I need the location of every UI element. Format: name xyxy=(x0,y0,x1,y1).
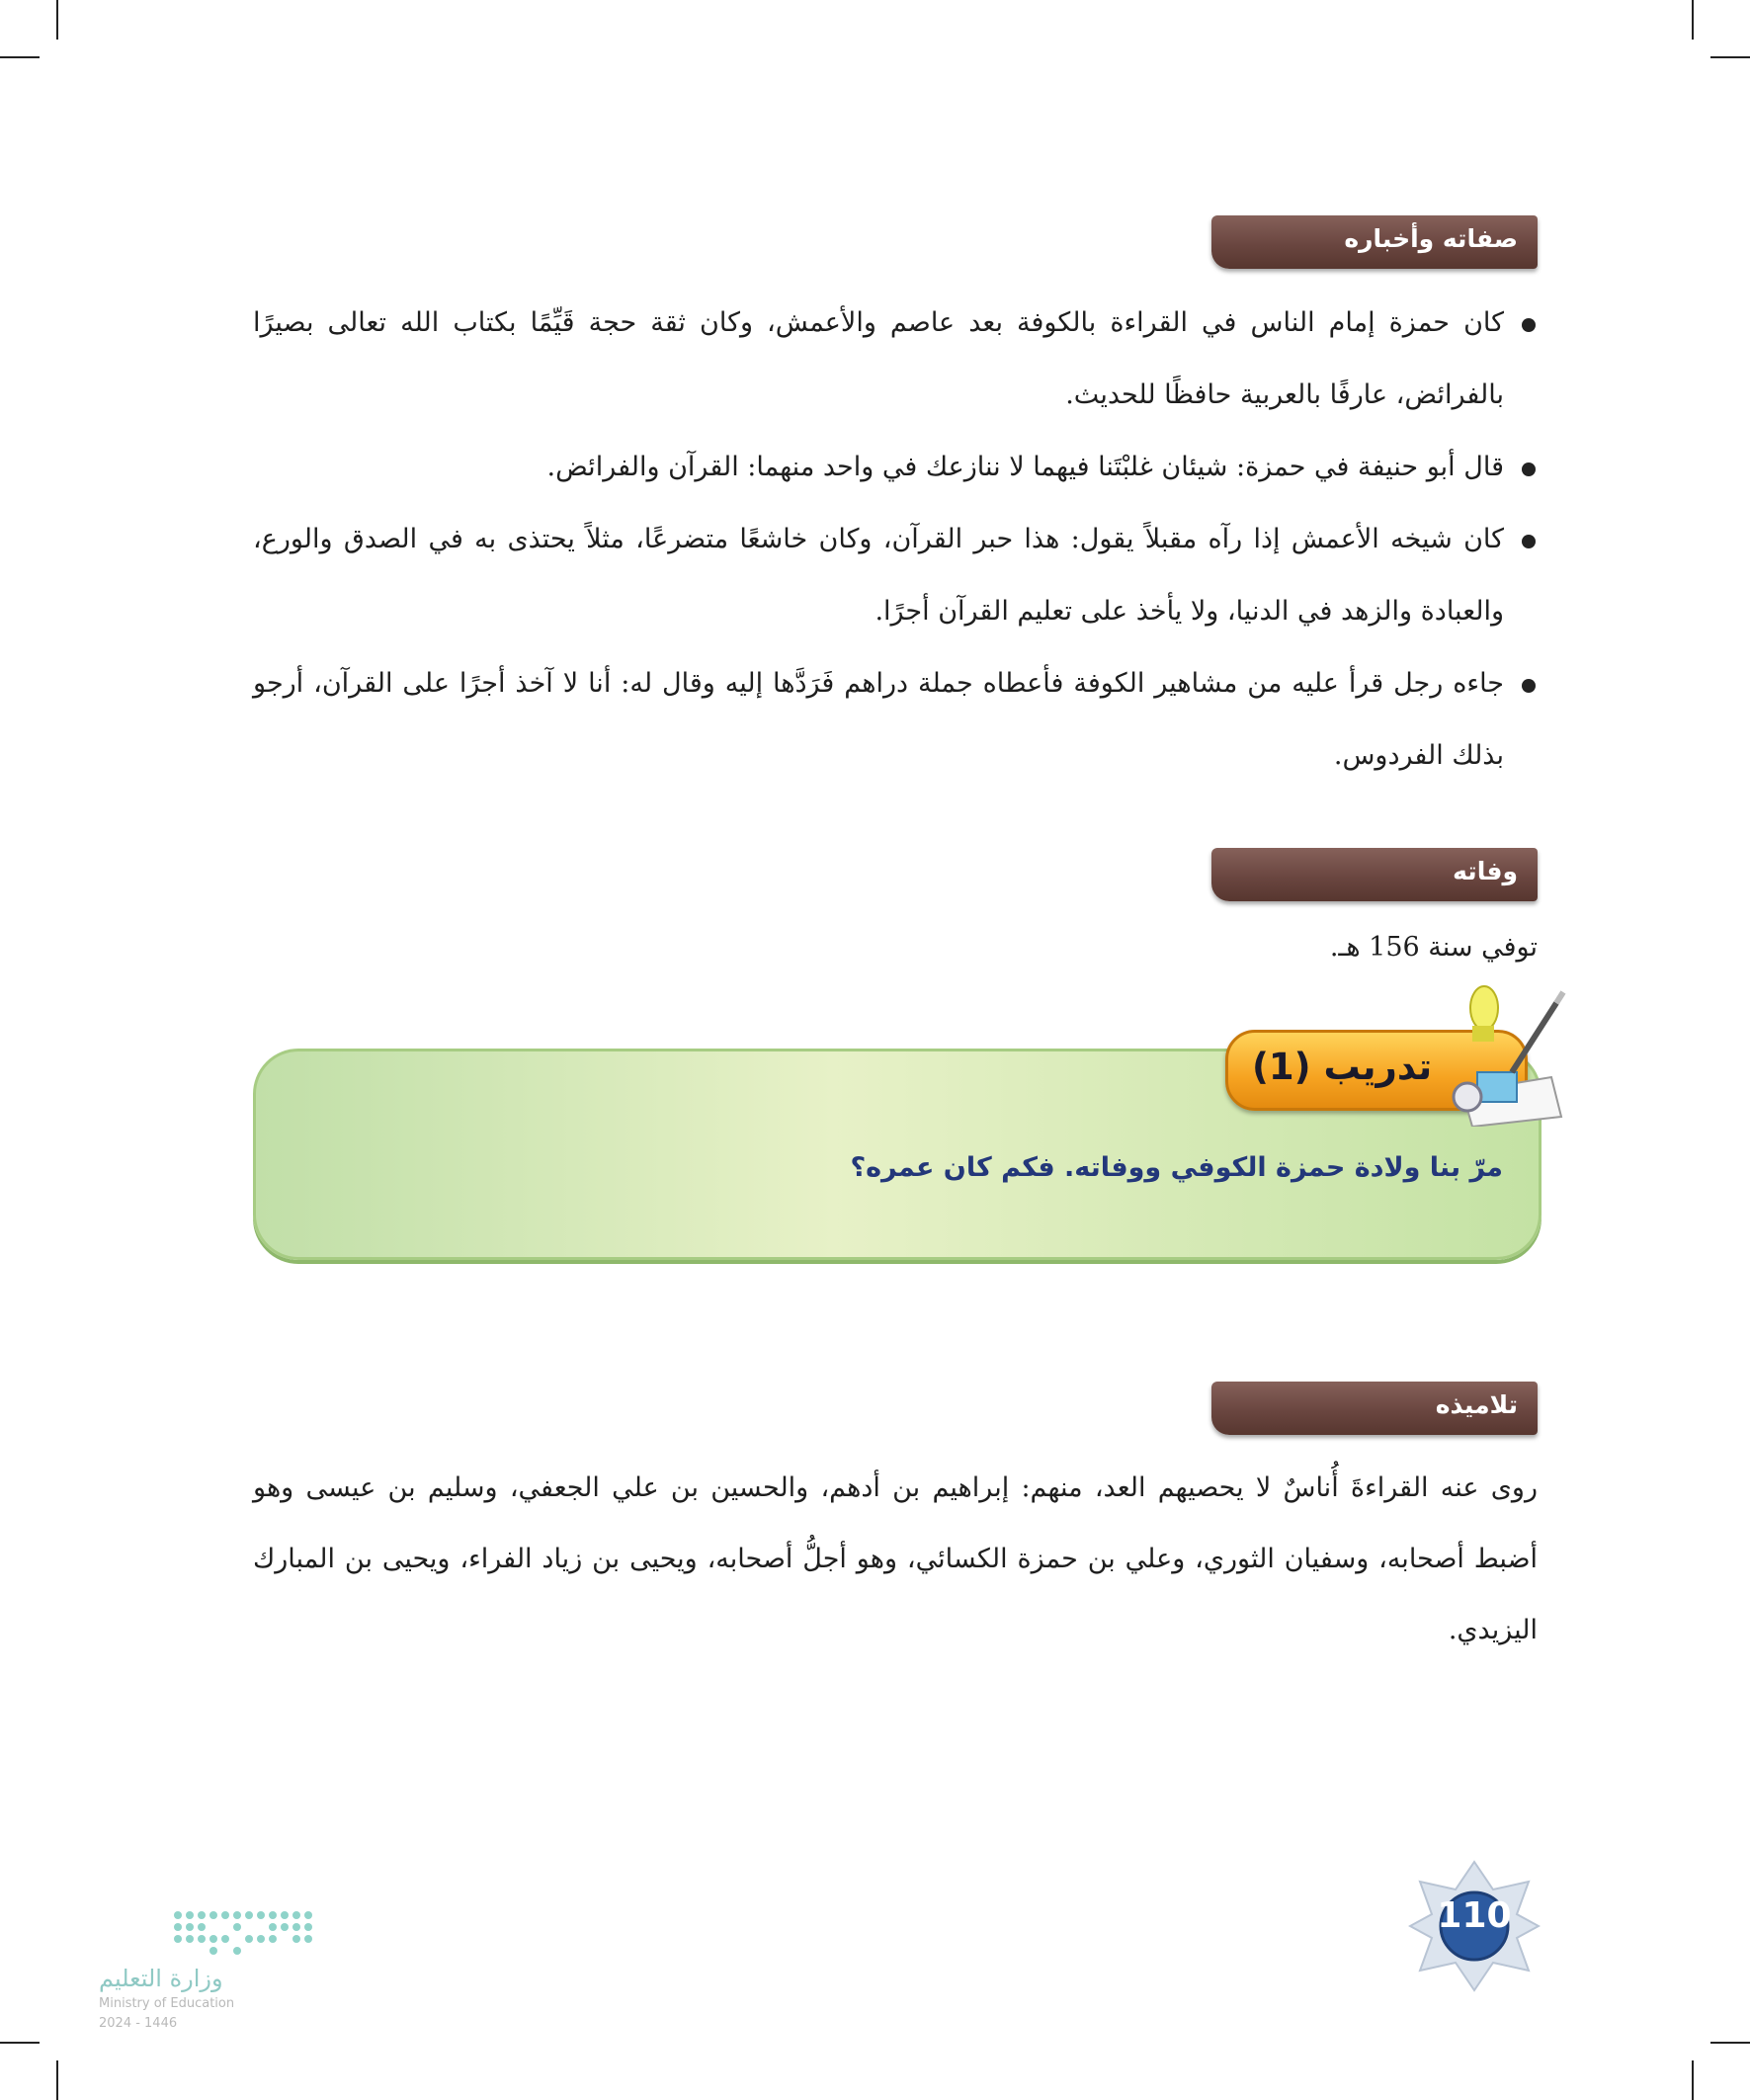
list-item xyxy=(253,431,1538,503)
ministry-year: 2024 - 1446 xyxy=(99,2016,178,2031)
list-item-text: كان حمزة إمام الناس في القراءة بالكوفة بعد عاصم والأعمش، وكان ثقة حجة قَيِّمًا بكتاب الله تعالى بصيرًا بالفرائض، عارفًا بالعربية حافظًا للحديث. xyxy=(253,307,1504,410)
section-title: وفاته xyxy=(1453,857,1518,885)
section-header-death xyxy=(1211,848,1538,901)
list-item xyxy=(253,647,1538,792)
students-text: روى عنه القراءةَ أُناسٌ لا يحصيهم العد، منهم: إبراهيم بن أدهم، والحسين بن علي الجعفي، وسليم بن عيسى وهو أضبط أصحابه، وسفيان الثوري، وعلي بن حمزة الكسائي، وهو أجلُّ أصحابه، ويحيى بن زياد الفراء، ويحيى بن المبارك اليزيدي. xyxy=(253,1472,1538,1645)
traits-list xyxy=(253,287,1538,792)
ministry-name-en: Ministry of Education xyxy=(99,1996,235,2011)
bullet-icon xyxy=(1522,462,1536,476)
exercise-question: مرّ بنا ولادة حمزة الكوفي ووفاته. فكم كان عمره؟ xyxy=(850,1152,1503,1183)
exercise-label: تدريب (1) xyxy=(1252,1046,1433,1088)
section-title: صفاته وأخباره xyxy=(1344,224,1518,253)
crop-mark xyxy=(56,0,58,40)
list-item xyxy=(253,503,1538,647)
list-item-text: جاءه رجل قرأ عليه من مشاهير الكوفة فأعطاه جملة دراهم فَرَدَّها إليه وقال له: أنا لا آخذ أجرًا على القرآن، أرجو بذلك الفردوس. xyxy=(253,668,1504,771)
crop-mark xyxy=(0,56,40,58)
section-header-students xyxy=(1211,1382,1538,1435)
page-number: 110 xyxy=(1437,1895,1512,1936)
crop-mark xyxy=(1692,2060,1694,2100)
ministry-name-ar: وزارة التعليم xyxy=(99,1965,223,1992)
bullet-icon xyxy=(1522,679,1536,693)
section-header-traits xyxy=(1211,215,1538,269)
crop-mark xyxy=(1710,2042,1750,2044)
bullet-icon xyxy=(1522,318,1536,332)
crop-mark xyxy=(1710,56,1750,58)
crop-mark xyxy=(0,2042,40,2044)
crop-mark xyxy=(1692,0,1694,40)
list-item xyxy=(253,287,1538,431)
crop-mark xyxy=(56,2060,58,2100)
death-text: توفي سنة 156 هـ. xyxy=(1329,932,1538,963)
section-title: تلاميذه xyxy=(1435,1390,1518,1419)
list-item-text: قال أبو حنيفة في حمزة: شيئان غلبْتَنا فيهما لا ننازعك في واحد منهما: القرآن والفرائض. xyxy=(546,452,1504,482)
pencil-notebook-icon xyxy=(1443,978,1571,1127)
list-item-text: كان شيخه الأعمش إذا رآه مقبلاً يقول: هذا حبر القرآن، وكان خاشعًا متضرعًا، مثلاً يحتذى به في الصدق والورع، والعبادة والزهد في الدنيا، ولا يأخذ على تعليم القرآن أجرًا. xyxy=(253,524,1504,627)
bullet-icon xyxy=(1522,535,1536,548)
